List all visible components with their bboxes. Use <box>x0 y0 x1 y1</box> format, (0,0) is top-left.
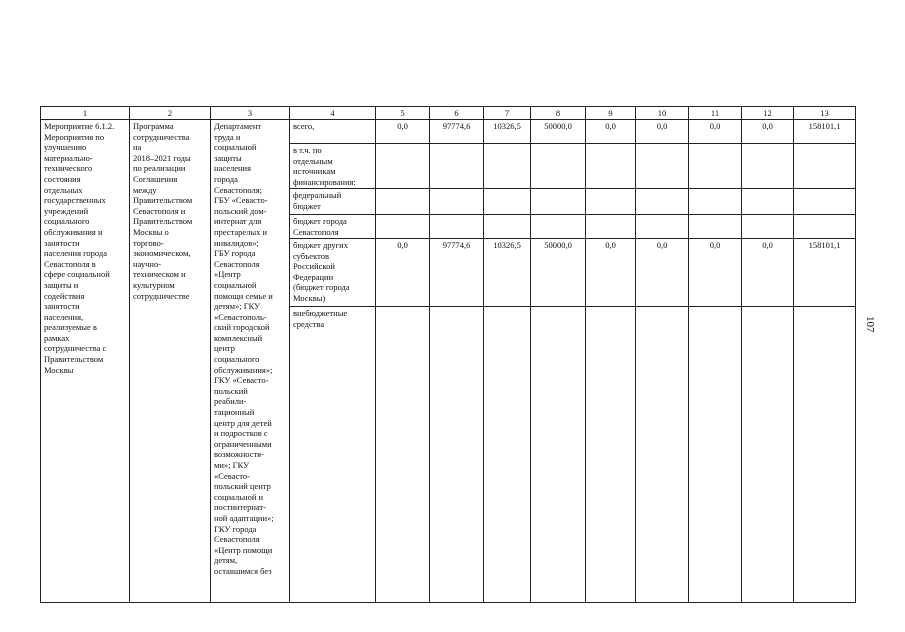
funding-source-cell: внебюджетные средства <box>290 307 376 603</box>
value-cell <box>636 144 689 189</box>
value-cell <box>742 189 794 215</box>
column-number: 1 <box>41 107 130 120</box>
measure-name-cell: Мероприятие 6.1.2. Мероприятия по улучшению материально- технического состояния отдельных государственных учреждений социального обслуживания и занятости населения города Севастополя в сфере социальной защиты и содействия занятости населения, реализуемые в рамках сотрудничества с Правительством Москвы <box>41 120 130 603</box>
value-cell <box>794 215 856 239</box>
value-cell: 97774,6 <box>430 120 484 144</box>
value-cell <box>742 307 794 603</box>
value-cell <box>636 307 689 603</box>
value-cell <box>742 215 794 239</box>
value-cell: 0,0 <box>636 239 689 307</box>
value-cell <box>531 144 586 189</box>
column-number: 12 <box>742 107 794 120</box>
funding-source-cell: федеральный бюджет <box>290 189 376 215</box>
value-cell: 50000,0 <box>531 120 586 144</box>
value-cell <box>430 215 484 239</box>
value-cell: 158101,1 <box>794 120 856 144</box>
value-cell <box>376 189 430 215</box>
value-cell <box>484 215 531 239</box>
column-number: 11 <box>689 107 742 120</box>
column-number: 8 <box>531 107 586 120</box>
value-cell: 0,0 <box>376 120 430 144</box>
value-cell <box>689 144 742 189</box>
column-number: 7 <box>484 107 531 120</box>
value-cell <box>636 215 689 239</box>
column-number: 2 <box>130 107 211 120</box>
column-number: 4 <box>290 107 376 120</box>
value-cell <box>586 215 636 239</box>
value-cell: 0,0 <box>689 120 742 144</box>
funding-source-cell: в т.ч. по отдельным источникам финансирования: <box>290 144 376 189</box>
value-cell: 50000,0 <box>531 239 586 307</box>
value-cell: 0,0 <box>742 239 794 307</box>
value-cell <box>586 189 636 215</box>
value-cell <box>742 144 794 189</box>
value-cell <box>484 144 531 189</box>
value-cell <box>531 189 586 215</box>
value-cell <box>531 307 586 603</box>
funding-source-cell: бюджет города Севастополя <box>290 215 376 239</box>
value-cell: 10326,5 <box>484 120 531 144</box>
value-cell <box>586 307 636 603</box>
column-number: 6 <box>430 107 484 120</box>
value-cell <box>376 307 430 603</box>
column-number: 5 <box>376 107 430 120</box>
budget-table <box>40 106 856 603</box>
executors-cell: Департамент труда и социальной защиты населения города Севастополя; ГБУ «Севасто- польский дом- интернат для престарелых и инвалидов»; ГБУ города Севастополя «Центр социальной помощи семье и детям»; ГКУ «Севастополь- ский городской комплексный центр социального обслуживания»; ГКУ «Севасто- польский реабили- тационный центр для детей и подростков с ограниченными возможностя- ми»; ГКУ «Севасто- польский центр социальной и постинтернат- ной адаптации»; ГКУ города Севастополя «Центр помощи детям, оставшимся без <box>211 120 290 603</box>
value-cell: 0,0 <box>586 120 636 144</box>
value-cell: 0,0 <box>586 239 636 307</box>
value-cell: 0,0 <box>376 239 430 307</box>
value-cell <box>794 307 856 603</box>
page-number: 107 <box>864 316 876 333</box>
value-cell <box>794 144 856 189</box>
value-cell: 0,0 <box>689 239 742 307</box>
value-cell <box>484 307 531 603</box>
funding-source-cell: всего, <box>290 120 376 144</box>
value-cell <box>794 189 856 215</box>
column-number-row <box>41 107 856 120</box>
value-cell: 97774,6 <box>430 239 484 307</box>
value-cell: 0,0 <box>742 120 794 144</box>
value-cell <box>430 307 484 603</box>
value-cell <box>430 144 484 189</box>
value-cell <box>689 215 742 239</box>
value-cell <box>430 189 484 215</box>
value-cell <box>531 215 586 239</box>
value-cell: 10326,5 <box>484 239 531 307</box>
value-cell <box>689 307 742 603</box>
value-cell <box>636 189 689 215</box>
column-number: 10 <box>636 107 689 120</box>
value-cell <box>484 189 531 215</box>
table-row-total <box>41 120 856 144</box>
value-cell <box>376 144 430 189</box>
value-cell: 158101,1 <box>794 239 856 307</box>
funding-source-cell: бюджет других субъектов Российской Федерации (бюджет города Москвы) <box>290 239 376 307</box>
column-number: 9 <box>586 107 636 120</box>
value-cell <box>689 189 742 215</box>
program-cell: Программа сотрудничества на 2018–2021 годы по реализации Соглашения между Правительством Севастополя и Правительством Москвы о торгово- экономическом, научно- техническом и культурном сотрудничестве <box>130 120 211 603</box>
column-number: 13 <box>794 107 856 120</box>
column-number: 3 <box>211 107 290 120</box>
value-cell <box>376 215 430 239</box>
value-cell <box>586 144 636 189</box>
value-cell: 0,0 <box>636 120 689 144</box>
